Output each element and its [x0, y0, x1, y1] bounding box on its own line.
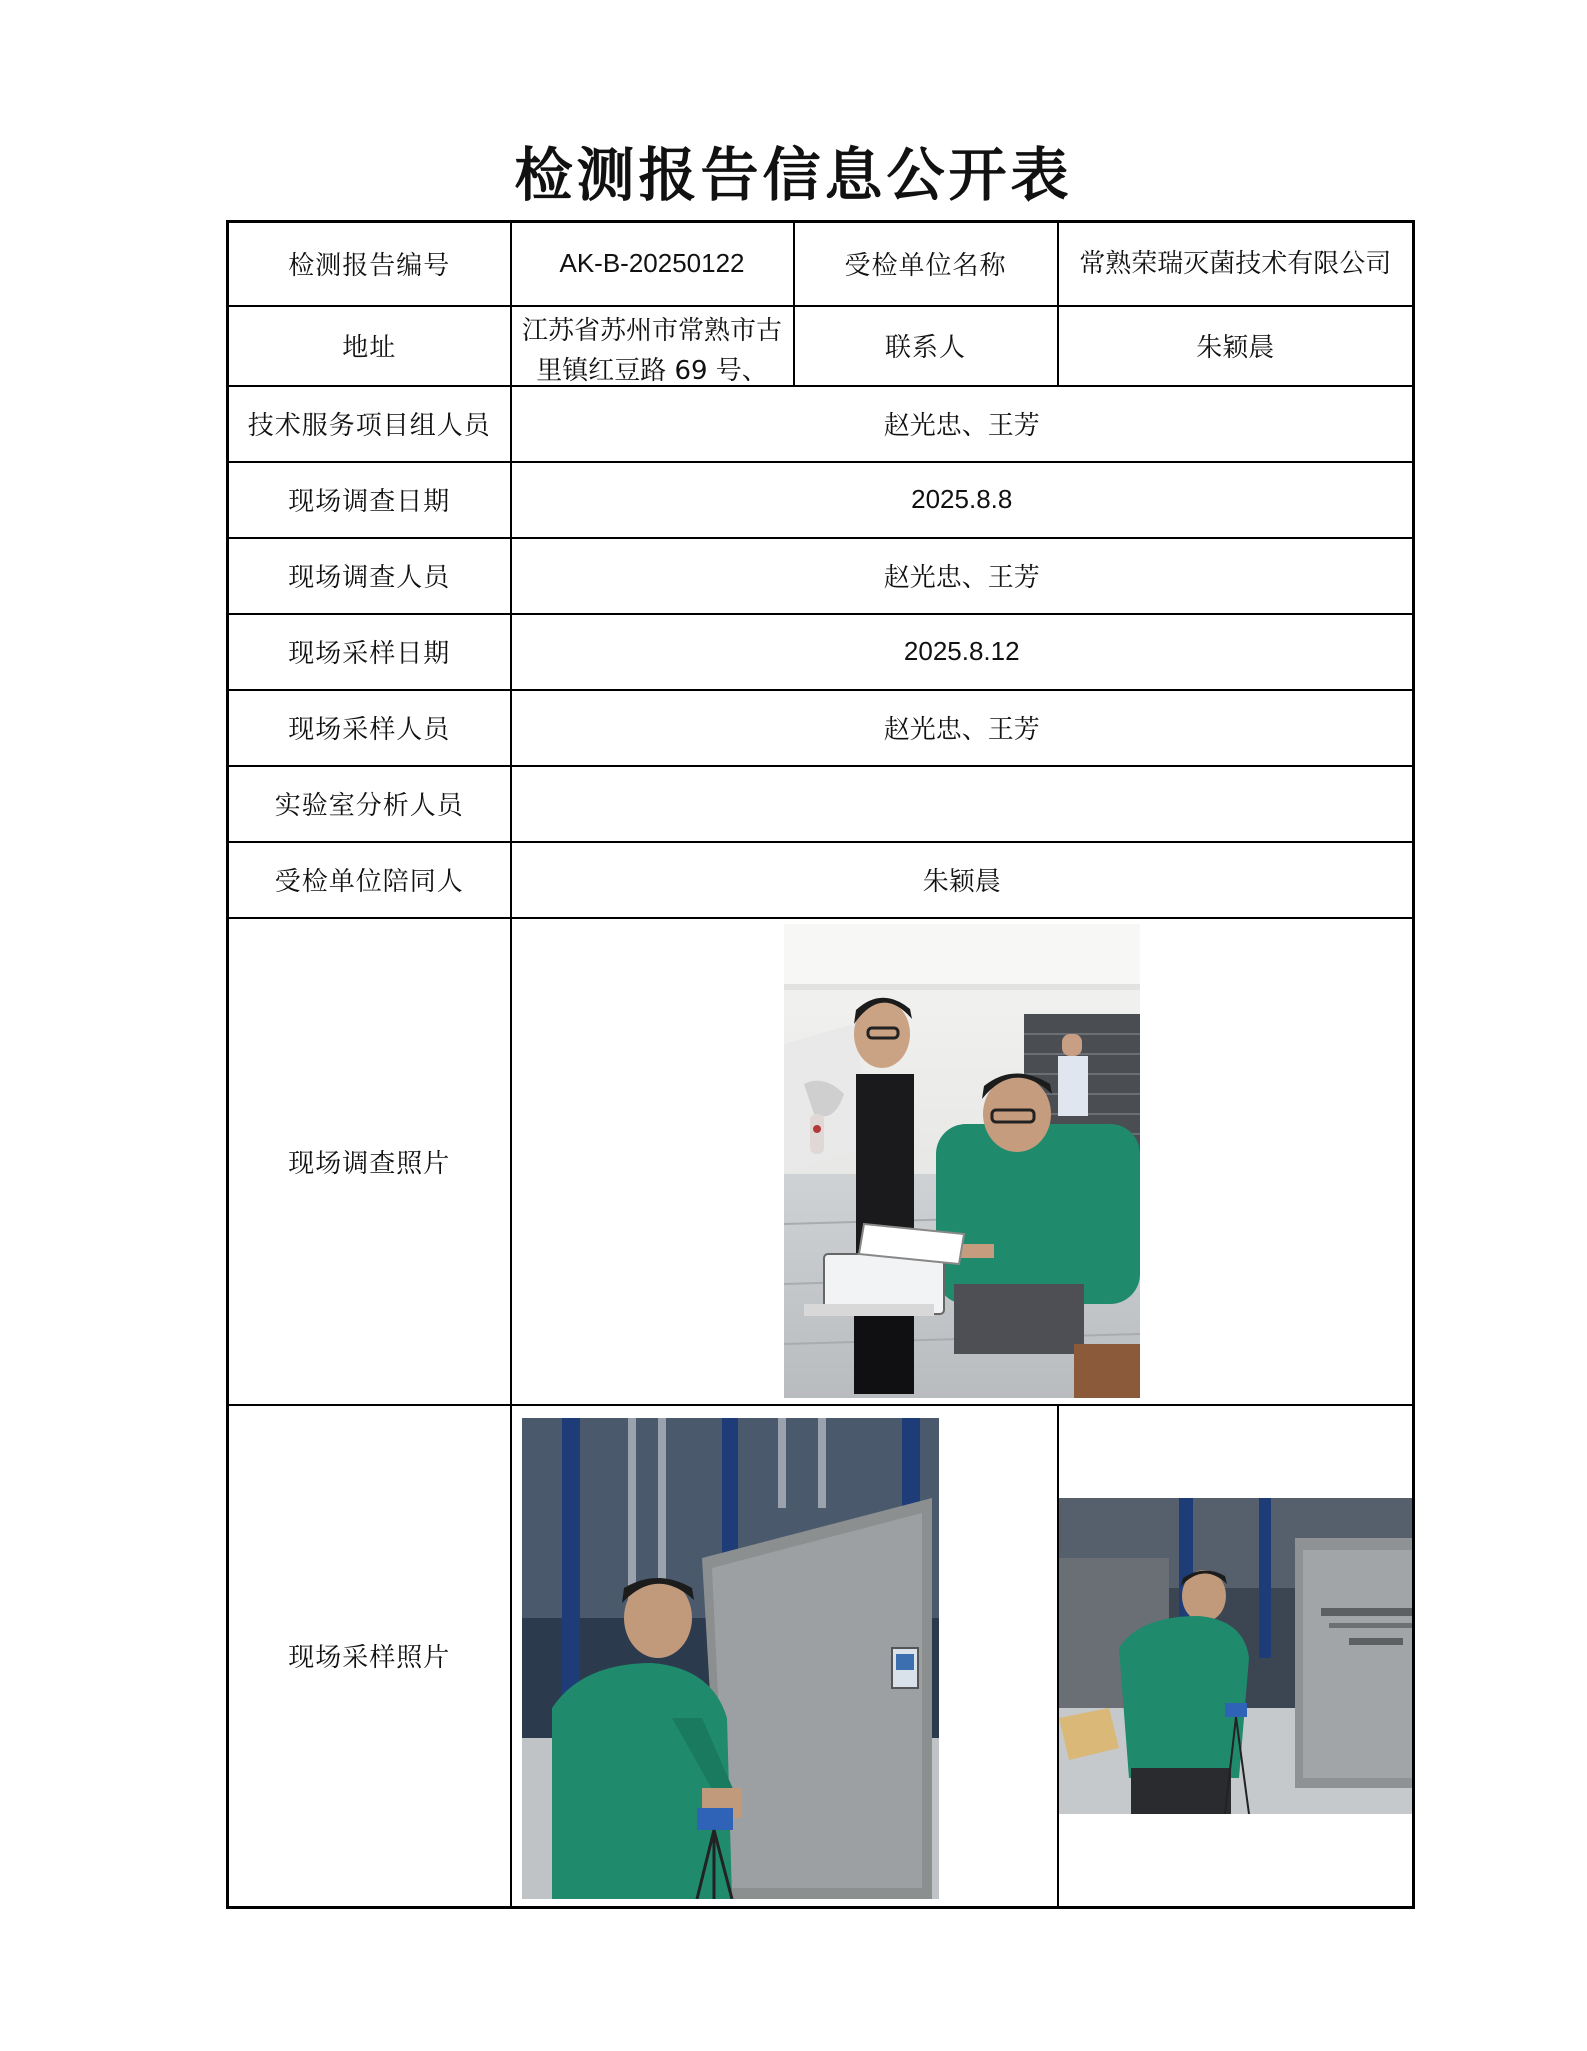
lab-staff-value [511, 766, 1414, 842]
survey-staff-value: 赵光忠、王芳 [511, 538, 1414, 614]
address-label: 地址 [228, 306, 511, 386]
sampling-date-label: 现场采样日期 [228, 614, 511, 690]
sampling-date-value: 2025.8.12 [511, 614, 1414, 690]
report-table [226, 220, 1415, 1909]
sampling-photo-1 [522, 1418, 939, 1899]
survey-date-label: 现场调查日期 [228, 462, 511, 538]
table-row [228, 1405, 1414, 1908]
report-no-label: 检测报告编号 [228, 222, 511, 306]
sampling-photo-cell-2 [1058, 1405, 1414, 1908]
table-row [228, 386, 1414, 462]
table-row [228, 222, 1414, 306]
survey-photo [784, 924, 1140, 1398]
lab-staff-label: 实验室分析人员 [228, 766, 511, 842]
contact-value: 朱颖晨 [1058, 306, 1414, 386]
survey-staff-label: 现场调查人员 [228, 538, 511, 614]
team-label: 技术服务项目组人员 [228, 386, 511, 462]
address-cell [511, 306, 794, 386]
table-row [228, 766, 1414, 842]
team-value: 赵光忠、王芳 [511, 386, 1414, 462]
table-row [228, 690, 1414, 766]
unit-name-label: 受检单位名称 [794, 222, 1058, 306]
report-no-value: AK-B-20250122 [511, 222, 794, 306]
table-row [228, 614, 1414, 690]
survey-photo-cell [511, 918, 1414, 1405]
contact-label: 联系人 [794, 306, 1058, 386]
sampling-photo-2 [1059, 1498, 1414, 1814]
escort-value: 朱颖晨 [511, 842, 1414, 918]
escort-label: 受检单位陪同人 [228, 842, 511, 918]
table-row [228, 462, 1414, 538]
sampling-photo-label: 现场采样照片 [228, 1405, 511, 1908]
survey-date-value: 2025.8.8 [511, 462, 1414, 538]
page-title: 检测报告信息公开表 [514, 141, 1073, 209]
table-row [228, 842, 1414, 918]
sampling-staff-label: 现场采样人员 [228, 690, 511, 766]
survey-photo-label: 现场调查照片 [228, 918, 511, 1405]
table-row [228, 538, 1414, 614]
sampling-photo-cell-1 [511, 1405, 1058, 1908]
table-row [228, 306, 1414, 386]
sampling-staff-value: 赵光忠、王芳 [511, 690, 1414, 766]
address-value: 江苏省苏州市常熟市古里镇红豆路 69 号、 [521, 315, 782, 385]
table-row [228, 918, 1414, 1405]
unit-name-value: 常熟荣瑞灭菌技术有限公司 [1058, 222, 1414, 306]
